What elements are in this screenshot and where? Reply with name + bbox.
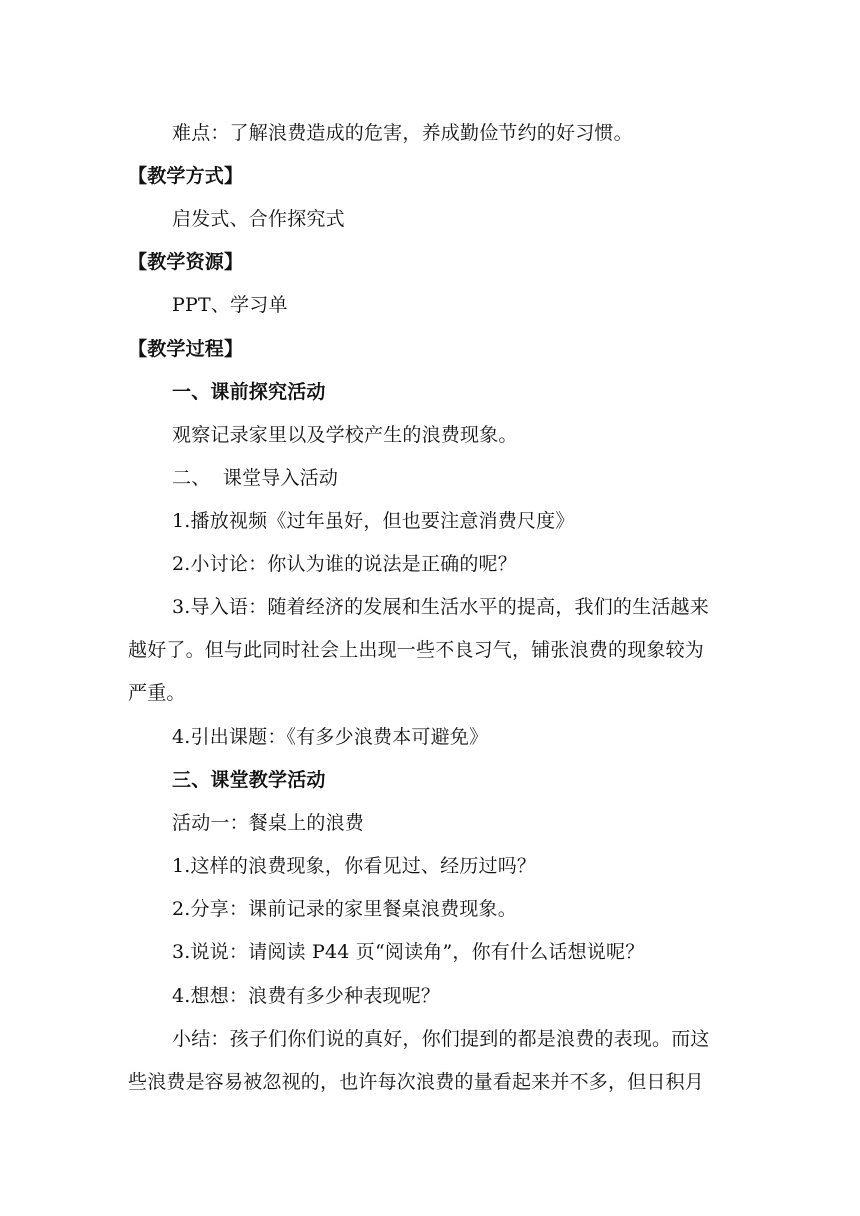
part2-item3-line3: 严重。 <box>128 682 186 704</box>
part2-item1: 1.播放视频《过年虽好，但也要注意消费尺度》 <box>172 510 575 532</box>
part1-heading: 一、课前探究活动 <box>172 381 326 403</box>
part2-item3-line1: 3.导入语：随着经济的发展和生活水平的提高，我们的生活越来 <box>172 596 709 618</box>
part2-item3-line2: 越好了。但与此同时社会上出现一些不良习气，铺张浪费的现象较为 <box>128 639 705 661</box>
teaching-method-text: 启发式、合作探究式 <box>172 208 345 230</box>
part2-item4: 4.引出课题：《有多少浪费本可避免》 <box>172 726 489 748</box>
part3-summary-line1: 小结：孩子们你们说的真好，你们提到的都是浪费的表现。而这 <box>172 1028 710 1050</box>
part3-item1: 1.这样的浪费现象，你看见过、经历过吗？ <box>172 855 537 877</box>
part3-item3: 3.说说：请阅读 P44 页“阅读角”，你有什么话想说呢？ <box>172 941 645 963</box>
teaching-process-heading: 【教学过程】 <box>128 338 244 360</box>
part1-text: 观察记录家里以及学校产生的浪费现象。 <box>172 424 518 446</box>
part2-heading: 二、 课堂导入活动 <box>172 467 339 489</box>
teaching-method-heading: 【教学方式】 <box>128 165 244 187</box>
part3-item4: 4.想想：浪费有多少种表现呢？ <box>172 985 441 1007</box>
teaching-resources-text: PPT、学习单 <box>172 294 288 316</box>
teaching-resources-heading: 【教学资源】 <box>128 251 244 273</box>
difficulty-text: 难点：了解浪费造成的危害，养成勤俭节约的好习惯。 <box>172 122 633 144</box>
part3-item2: 2.分享：课前记录的家里餐桌浪费现象。 <box>172 898 517 920</box>
part3-summary-line2: 些浪费是容易被忽视的，也许每次浪费的量看起来并不多，但日积月 <box>128 1071 705 1093</box>
part3-heading: 三、课堂教学活动 <box>172 769 326 791</box>
part2-item2: 2.小讨论：你认为谁的说法是正确的呢？ <box>172 553 517 575</box>
part3-activity1: 活动一：餐桌上的浪费 <box>172 812 365 834</box>
